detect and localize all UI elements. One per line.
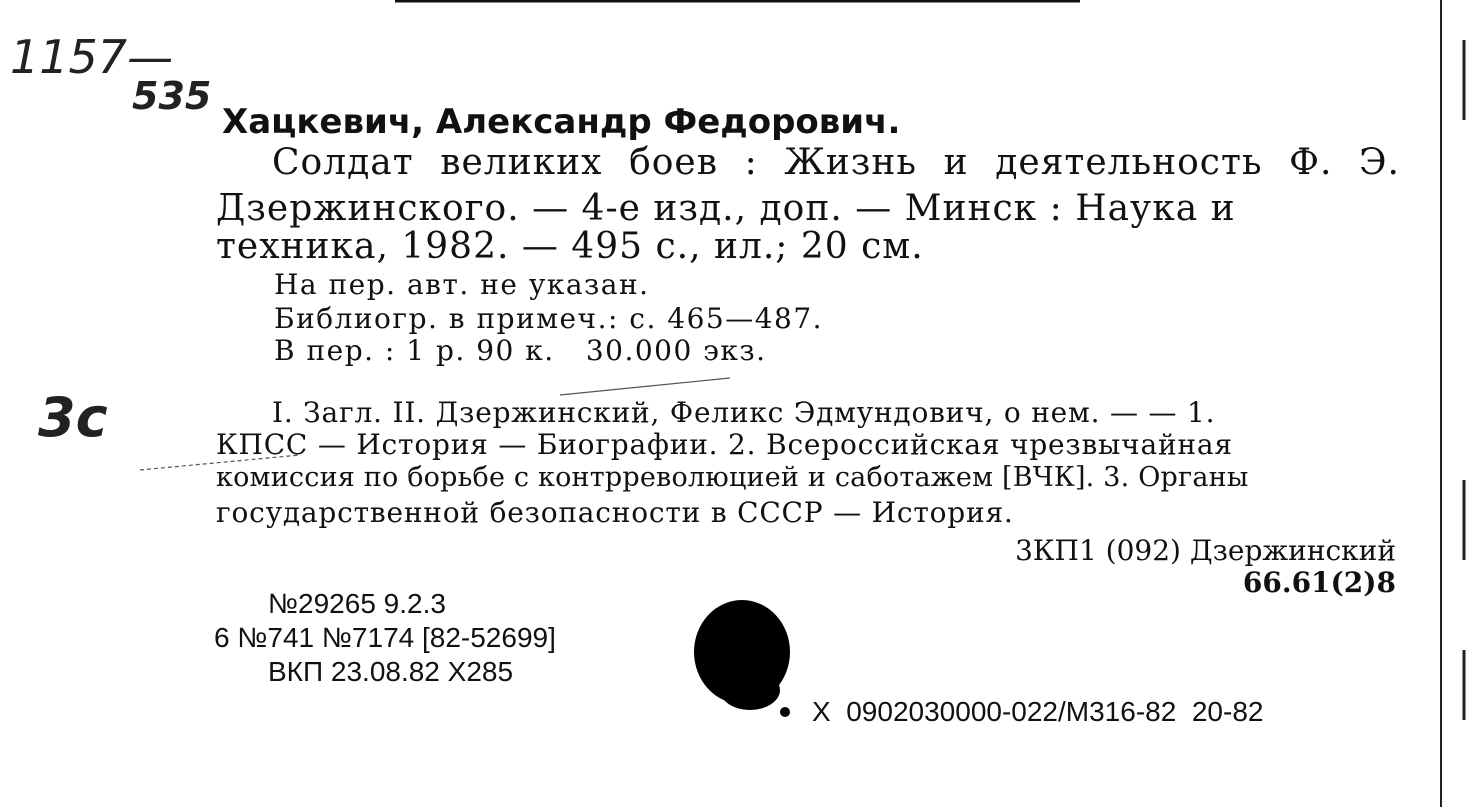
handwritten-number-bottom: 535	[132, 74, 212, 118]
title-line-3: техника, 1982. — 495 с., ил.; 20 см.	[216, 226, 924, 267]
handwritten-number-top: 1157—	[10, 30, 174, 84]
subject-line-3: комиссия по борьбе с контрреволюцией и саботажем [ВЧК]. 3. Органы	[216, 462, 1249, 493]
classification-line-1: 3КП1 (092) Дзержинский	[1015, 534, 1396, 567]
title-line-2: Дзержинского. — 4-е изд., доп. — Минск : Наука и	[216, 188, 1236, 229]
handwritten-mark: 3c	[38, 386, 108, 449]
classification-line-2: 66.61(2)8	[1242, 566, 1396, 599]
note-line-2: Библиогр. в примеч.: с. 465—487.	[274, 302, 824, 335]
record-line-3: ВКП 23.08.82 Х285	[268, 656, 514, 687]
record-line-2: 6 №741 №7174 [82-52699]	[214, 622, 556, 653]
title-line-1: Солдат великих боев : Жизнь и деятельность Ф. Э.	[272, 142, 1400, 183]
publication-code: Х 0902030000-022/М316-82 20-82	[812, 696, 1264, 727]
record-line-1: №29265 9.2.3	[268, 588, 446, 619]
subject-line-4: государственной безопасности в СССР — История.	[216, 496, 1014, 529]
subject-line-1: I. Загл. II. Дзержинский, Феликс Эдмундович, о нем. — — 1.	[272, 396, 1216, 429]
author-heading: Хацкевич, Александр Федорович.	[222, 102, 901, 142]
subject-line-2: КПСС — История — Биографии. 2. Всероссийская чрезвычайная	[216, 428, 1233, 461]
note-line-3: В пер. : 1 р. 90 к. 30.000 экз.	[274, 334, 767, 367]
note-line-1: На пер. авт. не указан.	[274, 268, 650, 301]
